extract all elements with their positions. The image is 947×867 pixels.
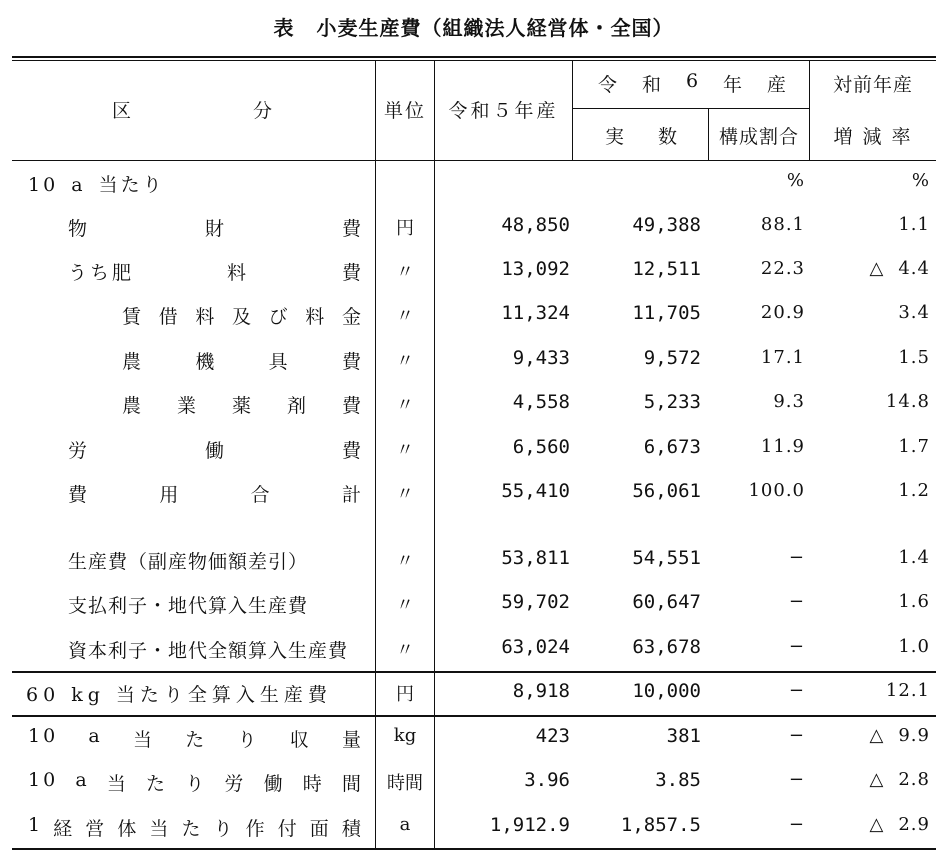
yoy-rate-number: 1.6 xyxy=(898,591,930,612)
production-cost-table xyxy=(12,56,936,850)
r5-value: 55,410 xyxy=(501,480,570,502)
r5-value: 13,092 xyxy=(501,258,570,280)
yoy-rate-number: 9.9 xyxy=(898,725,930,746)
yoy-rate-number: 12.1 xyxy=(885,680,930,701)
r6-value: 11,705 xyxy=(632,302,701,324)
row-label-char: 当 xyxy=(106,773,129,795)
unit-cell: 円 xyxy=(396,218,414,239)
r5-value: 53,811 xyxy=(501,547,570,569)
unit-cell: 時間 xyxy=(387,773,423,794)
row-label xyxy=(28,769,364,796)
row-label xyxy=(68,258,364,285)
header-actual-char: 数 xyxy=(657,126,677,148)
row-label-char: 面 xyxy=(309,818,332,840)
yoy-rate-number: 1.5 xyxy=(898,347,930,368)
row-label-char: 及 xyxy=(231,306,254,328)
row-label: 支払利子・地代算入生産費 xyxy=(68,595,309,617)
row-label-char: 物 xyxy=(68,218,91,240)
r6-value: 49,388 xyxy=(632,214,701,236)
decrease-triangle-icon: △ xyxy=(869,814,885,835)
row-label-char: 農 xyxy=(122,351,145,373)
r6-value: 6,673 xyxy=(643,436,701,458)
row-label xyxy=(28,725,364,752)
yoy-rate-number: 14.8 xyxy=(885,391,930,412)
row-label-char: り xyxy=(185,773,208,795)
rule-after-60kg xyxy=(12,715,936,717)
yoy-rate-number: 2.9 xyxy=(898,814,930,835)
row-label-char: 農 xyxy=(122,395,145,417)
decrease-triangle-icon: △ xyxy=(869,725,885,746)
row-label-char: 当 xyxy=(149,818,172,840)
header-yoy: 対前年産 xyxy=(832,74,913,96)
row-label-char: 作 xyxy=(245,818,268,840)
row-label-char: 費 xyxy=(341,218,364,240)
r6-value: 1,857.5 xyxy=(620,814,701,836)
r5-value: 48,850 xyxy=(501,214,570,236)
header-category-char: 分 xyxy=(252,100,272,122)
row-label-char: 費 xyxy=(341,440,364,462)
row-label xyxy=(122,391,364,418)
composition-value: 17.1 xyxy=(760,347,805,368)
row-label-60kg: 60 kg 当たり全算入生産費 xyxy=(26,684,332,706)
r5-value: 4,558 xyxy=(512,391,570,413)
composition-value: 88.1 xyxy=(760,214,805,235)
row-label-char: 費 xyxy=(341,395,364,417)
header-r6-actual xyxy=(605,122,677,149)
row-label-char: 費 xyxy=(341,351,364,373)
row-label-char: 量 xyxy=(341,729,364,751)
row-label-char: 10 xyxy=(28,769,59,791)
row-label-char: 営 xyxy=(85,818,108,840)
header-category-char: 区 xyxy=(112,100,132,122)
yoy-rate-value xyxy=(812,680,930,701)
r6-value: 3.85 xyxy=(655,769,701,791)
row-label-char: 時 xyxy=(302,773,325,795)
row-label-char: 費 xyxy=(68,484,91,506)
composition-value: − xyxy=(788,680,805,701)
header-r6-char: 6 xyxy=(685,70,699,92)
r6-value: 60,647 xyxy=(632,591,701,613)
bottom-rule xyxy=(12,848,936,850)
row-label xyxy=(28,814,364,841)
row-label-char: 料 xyxy=(226,262,249,284)
r5-value: 1,912.9 xyxy=(489,814,570,836)
unit-cell: 〃 xyxy=(396,306,414,327)
yoy-rate-value xyxy=(812,725,930,746)
row-label: 資本利子・地代全額算入生産費 xyxy=(68,640,349,662)
unit-cell: 〃 xyxy=(396,395,414,416)
yoy-rate-value xyxy=(812,769,930,790)
table-title xyxy=(0,12,947,41)
composition-value: − xyxy=(788,591,805,612)
row-label xyxy=(68,480,364,507)
row-label-char: 当 xyxy=(132,729,155,751)
row-label-char: 合 xyxy=(250,484,273,506)
title-prefix: 表 xyxy=(273,16,295,40)
top-rule-inner xyxy=(12,60,936,61)
row-label-char: a xyxy=(88,725,103,747)
r5-value: 11,324 xyxy=(501,302,570,324)
row-label-char: 財 xyxy=(204,218,227,240)
row-label-char: 働 xyxy=(204,440,227,462)
composition-value: − xyxy=(788,725,805,746)
header-r5: 令和５年産 xyxy=(448,100,559,122)
r6-value: 54,551 xyxy=(632,547,701,569)
yoy-rate-value xyxy=(812,391,930,412)
r6-value: 381 xyxy=(666,725,701,747)
rule-before-60kg xyxy=(12,671,936,673)
row-label-char: た xyxy=(181,818,204,840)
header-r6-char: 産 xyxy=(766,74,786,96)
r5-value: 9,433 xyxy=(512,347,570,369)
row-label-char: 労 xyxy=(68,440,91,462)
row-label-char: 1 xyxy=(28,814,44,836)
row-label-char: 働 xyxy=(263,773,286,795)
unit-cell: 〃 xyxy=(396,484,414,505)
yoy-rate-value xyxy=(812,436,930,457)
composition-value: 11.9 xyxy=(760,436,805,457)
composition-value: − xyxy=(788,547,805,568)
title-main: 小麦生産費（組織法人経営体・全国） xyxy=(316,16,674,40)
row-label-char: た xyxy=(146,773,169,795)
header-unit: 単位 xyxy=(383,100,426,122)
r6-value: 5,233 xyxy=(643,391,701,413)
unit-cell: kg xyxy=(393,725,417,746)
yoy-rate-value xyxy=(812,302,930,323)
r5-value: 3.96 xyxy=(524,769,570,791)
composition-value: − xyxy=(788,636,805,657)
composition-value: 9.3 xyxy=(773,391,805,412)
row-label-char: 用 xyxy=(159,484,182,506)
header-sub-rule xyxy=(573,108,809,109)
top-rule xyxy=(12,56,936,58)
decrease-triangle-icon: △ xyxy=(869,769,885,790)
yoy-rate-number: 1.7 xyxy=(898,436,930,457)
row-label-char: 金 xyxy=(341,306,364,328)
row-label-char: 料 xyxy=(305,306,328,328)
yoy-rate-value xyxy=(812,547,930,568)
r5-value: 423 xyxy=(535,725,570,747)
composition-value: 22.3 xyxy=(760,258,805,279)
composition-value: − xyxy=(788,769,805,790)
yoy-rate-number: 4.4 xyxy=(898,258,930,279)
header-r6-composition: 構成割合 xyxy=(718,126,799,148)
unit-cell: a xyxy=(399,814,411,835)
rate-unit-percent: % xyxy=(911,170,930,191)
row-label-char: 付 xyxy=(277,818,300,840)
header-r6-char: 令 xyxy=(598,74,618,96)
unit-cell: 〃 xyxy=(396,440,414,461)
r5-value: 63,024 xyxy=(501,636,570,658)
row-label xyxy=(122,347,364,374)
header-category xyxy=(112,96,272,123)
r5-value: 59,702 xyxy=(501,591,570,613)
header-bottom-rule xyxy=(12,160,936,161)
header-yoy-rate: 増 減 率 xyxy=(833,126,913,148)
yoy-rate-value xyxy=(812,591,930,612)
yoy-rate-number: 3.4 xyxy=(898,302,930,323)
r6-value: 56,061 xyxy=(632,480,701,502)
col-rule-r5-right xyxy=(572,60,573,161)
row-label-char: 借 xyxy=(158,306,181,328)
row-label-char: 体 xyxy=(117,818,140,840)
row-label-char: 具 xyxy=(268,351,291,373)
unit-cell: 〃 xyxy=(396,595,414,616)
yoy-rate-number: 1.1 xyxy=(898,214,930,235)
section-per-10a-label: 10 a 当たり xyxy=(28,174,165,196)
row-label-char: 費 xyxy=(341,262,364,284)
unit-cell: 〃 xyxy=(396,640,414,661)
row-label-char: 10 xyxy=(28,725,59,747)
row-label-char: うち肥 xyxy=(68,262,135,284)
unit-cell: 〃 xyxy=(396,551,414,572)
row-label-char: 料 xyxy=(195,306,218,328)
row-label-char: a xyxy=(75,769,90,791)
unit-cell: 〃 xyxy=(396,262,414,283)
row-label-char: り xyxy=(237,729,260,751)
composition-value: 20.9 xyxy=(760,302,805,323)
yoy-rate-value xyxy=(812,214,930,235)
yoy-rate-value xyxy=(812,347,930,368)
yoy-rate-number: 2.8 xyxy=(898,769,930,790)
row-label xyxy=(122,302,364,329)
r6-value: 12,511 xyxy=(632,258,701,280)
row-label-char: び xyxy=(268,306,291,328)
row-label xyxy=(68,436,364,463)
header-r6 xyxy=(598,70,786,97)
composition-value: 100.0 xyxy=(748,480,805,501)
yoy-rate-number: 1.0 xyxy=(898,636,930,657)
row-label-char: 剤 xyxy=(286,395,309,417)
row-label-char: 労 xyxy=(224,773,247,795)
r6-value: 63,678 xyxy=(632,636,701,658)
row-label-char: り xyxy=(213,818,236,840)
row-label-char: 計 xyxy=(341,484,364,506)
header-r6-char: 和 xyxy=(641,74,661,96)
row-label-char: 薬 xyxy=(231,395,254,417)
unit-cell: 円 xyxy=(396,684,414,705)
row-label-char: 機 xyxy=(195,351,218,373)
row-label-char: た xyxy=(185,729,208,751)
yoy-rate-value xyxy=(812,814,930,835)
r6-value: 10,000 xyxy=(632,680,701,702)
row-label-char: 収 xyxy=(289,729,312,751)
yoy-rate-value xyxy=(812,636,930,657)
header-r6-char: 年 xyxy=(722,74,742,96)
row-label-char: 間 xyxy=(341,773,364,795)
comp-unit-percent: % xyxy=(786,170,805,191)
row-label-char: 賃 xyxy=(122,306,145,328)
unit-cell: 〃 xyxy=(396,351,414,372)
yoy-rate-value xyxy=(812,258,930,279)
header-actual-char: 実 xyxy=(605,126,625,148)
r6-value: 9,572 xyxy=(643,347,701,369)
row-label-char: 積 xyxy=(341,818,364,840)
row-label-char: 業 xyxy=(176,395,199,417)
yoy-rate-number: 1.4 xyxy=(898,547,930,568)
yoy-rate-number: 1.2 xyxy=(898,480,930,501)
r5-value: 8,918 xyxy=(512,680,570,702)
row-label-char: 経 xyxy=(53,818,76,840)
decrease-triangle-icon: △ xyxy=(869,258,885,279)
row-label xyxy=(68,214,364,241)
yoy-rate-value xyxy=(812,480,930,501)
composition-value: − xyxy=(788,814,805,835)
row-label: 生産費（副産物価額差引） xyxy=(68,551,309,573)
r5-value: 6,560 xyxy=(512,436,570,458)
